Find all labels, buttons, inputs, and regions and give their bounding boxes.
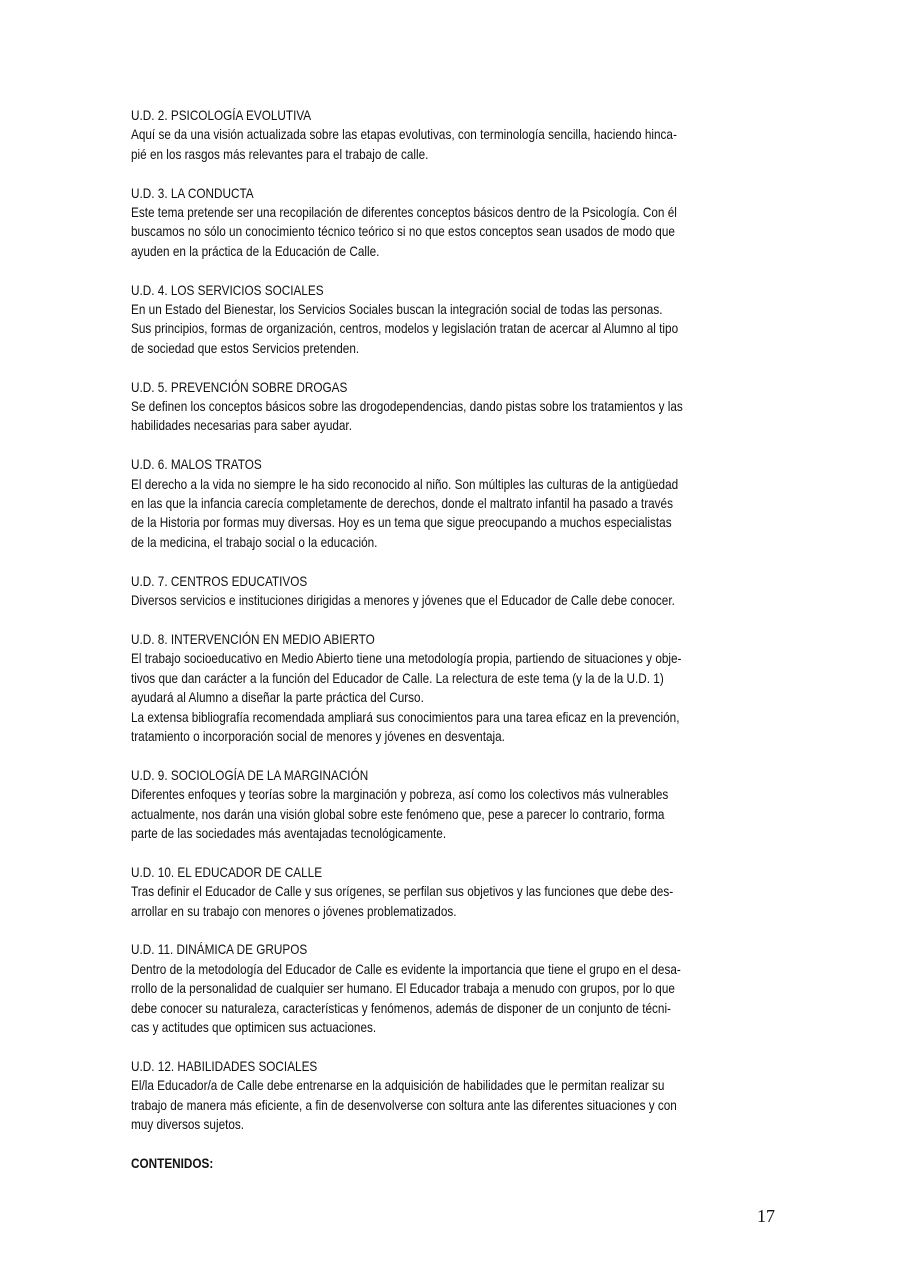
- unit-text-line: muy diversos sujetos.: [131, 1115, 245, 1132]
- unit-title: U.D. 7. CENTROS EDUCATIVOS: [131, 572, 308, 589]
- unit-text-line: Se definen los conceptos básicos sobre las drogodependencias, dando pistas sobre los tratamientos y las: [131, 398, 683, 415]
- unit-title: U.D. 10. EL EDUCADOR DE CALLE: [131, 863, 323, 880]
- unit-text-line: tivos que dan carácter a la función del Educador de Calle. La relectura de este tema (y la de la U.D. 1): [131, 669, 664, 686]
- unit-text-line: de la Historia por formas muy diversas. Hoy es un tema que sigue preocupando a muchos especialistas: [131, 514, 672, 531]
- unit-title: U.D. 11. DINÁMICA DE GRUPOS: [131, 941, 308, 958]
- unit-title: U.D. 2. PSICOLOGÍA EVOLUTIVA: [131, 107, 312, 123]
- unit-text-line: parte de las sociedades más aventajadas tecnológicamente.: [131, 824, 447, 841]
- unit-text-line: trabajo de manera más eficiente, a fin de desenvolverse con soltura ante las diferentes situaciones y con: [131, 1096, 677, 1113]
- unit-text-line: arrollar en su trabajo con menores o jóvenes problematizados.: [131, 902, 457, 919]
- unit-section: [131, 863, 771, 921]
- unit-title: U.D. 5. PREVENCIÓN SOBRE DROGAS: [131, 378, 348, 395]
- unit-section: [131, 106, 771, 164]
- unit-title: U.D. 9. SOCIOLOGÍA DE LA MARGINACIÓN: [131, 766, 369, 783]
- unit-section: [131, 184, 771, 262]
- unit-title: U.D. 8. INTERVENCIÓN EN MEDIO ABIERTO: [131, 630, 375, 647]
- unit-section: [131, 281, 771, 359]
- unit-text-line: buscamos no sólo un conocimiento técnico teórico si no que estos conceptos sean usados de modo que: [131, 223, 675, 240]
- unit-text-line: ayuden en la práctica de la Educación de Calle.: [131, 242, 380, 259]
- unit-text-line: El/la Educador/a de Calle debe entrenarse en la adquisición de habilidades que le permitan realizar su: [131, 1077, 665, 1094]
- unit-text-line: habilidades necesarias para saber ayudar.: [131, 417, 352, 434]
- unit-section: [131, 1057, 771, 1135]
- unit-title: U.D. 3. LA CONDUCTA: [131, 184, 254, 201]
- unit-section: [131, 630, 771, 746]
- document-body: [131, 106, 771, 1173]
- unit-text-line: Aquí se da una visión actualizada sobre las etapas evolutivas, con terminología sencilla, haciendo hinca-: [131, 126, 677, 143]
- unit-text-line: Diversos servicios e instituciones dirigidas a menores y jóvenes que el Educador de Calle debe conocer.: [131, 592, 675, 609]
- unit-text-line: En un Estado del Bienestar, los Servicios Sociales buscan la integración social de todas las personas.: [131, 301, 663, 318]
- unit-text-line: pié en los rasgos más relevantes para el trabajo de calle.: [131, 145, 429, 162]
- unit-text-line: en las que la infancia carecía completamente de derechos, donde el maltrato infantil ha pasado a través: [131, 495, 673, 512]
- unit-text-line: ayudará al Alumno a diseñar la parte práctica del Curso.: [131, 689, 424, 706]
- unit-text-line: tratamiento o incorporación social de menores y jóvenes en desventaja.: [131, 727, 505, 744]
- unit-title: U.D. 12. HABILIDADES SOCIALES: [131, 1057, 318, 1074]
- unit-text-line: de sociedad que estos Servicios pretenden.: [131, 339, 360, 356]
- unit-section: [131, 940, 771, 1037]
- unit-text-line: debe conocer su naturaleza, características y fenómenos, además de disponer de un conjunto de técni-: [131, 999, 671, 1016]
- unit-text-line: La extensa bibliografía recomendada ampliará sus conocimientos para una tarea eficaz en la prevención,: [131, 708, 680, 725]
- unit-text-line: Diferentes enfoques y teorías sobre la marginación y pobreza, así como los colectivos más vulnerables: [131, 786, 669, 803]
- contenidos-heading: CONTENIDOS:: [131, 1154, 214, 1171]
- unit-text-line: Tras definir el Educador de Calle y sus orígenes, se perfilan sus objetivos y las funciones que debe des-: [131, 883, 674, 900]
- unit-text-line: Este tema pretende ser una recopilación de diferentes conceptos básicos dentro de la Psicología. Con él: [131, 204, 677, 221]
- unit-section: [131, 572, 771, 611]
- unit-text-line: Sus principios, formas de organización, centros, modelos y legislación tratan de acercar al Alumno al tipo: [131, 320, 679, 337]
- unit-title: U.D. 6. MALOS TRATOS: [131, 456, 262, 473]
- unit-text-line: El derecho a la vida no siempre le ha sido reconocido al niño. Son múltiples las culturas de la antigüedad: [131, 475, 679, 492]
- unit-text-line: de la medicina, el trabajo social o la educación.: [131, 533, 378, 550]
- unit-section: [131, 455, 771, 552]
- unit-text-line: El trabajo socioeducativo en Medio Abierto tiene una metodología propia, partiendo de situaciones y obje-: [131, 650, 682, 667]
- unit-section: [131, 378, 771, 436]
- unit-title: U.D. 4. LOS SERVICIOS SOCIALES: [131, 281, 324, 298]
- unit-text-line: Dentro de la metodología del Educador de Calle es evidente la importancia que tiene el grupo en el desa-: [131, 960, 681, 977]
- unit-text-line: rrollo de la personalidad de cualquier ser humano. El Educador trabaja a menudo con grupos, por lo que: [131, 980, 675, 997]
- page-number: 17: [757, 1206, 775, 1226]
- unit-text-line: cas y actitudes que optimicen sus actuaciones.: [131, 1018, 377, 1035]
- unit-section: [131, 766, 771, 844]
- unit-text-line: actualmente, nos darán una visión global sobre este fenómeno que, pese a parecer lo contrario, forma: [131, 805, 665, 822]
